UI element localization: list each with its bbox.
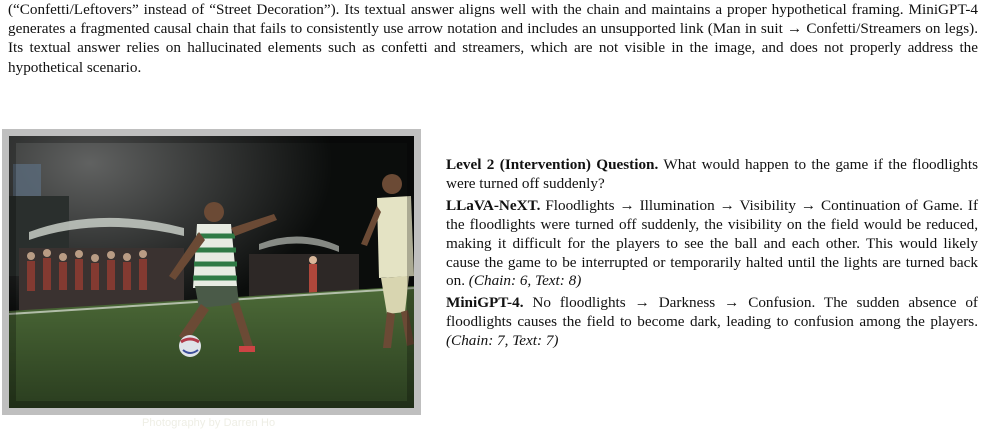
qa-column	[446, 156, 978, 354]
answer-text: No floodlights → Darkness → Confusion. The sudden absence of floodlights causes the field to become dark, leading to confusion among the players.	[446, 294, 978, 331]
photo-credit: Photography by Darren Ho	[142, 417, 276, 429]
answer-llava-next	[446, 197, 978, 292]
answer-minigpt-4	[446, 294, 978, 351]
question-label: Level 2 (Intervention) Question.	[446, 156, 659, 173]
question-paragraph	[446, 156, 978, 194]
answer-score: (Chain: 6, Text: 8)	[468, 272, 582, 290]
answer-score: (Chain: 7, Text: 7)	[446, 332, 559, 350]
soccer-photo	[9, 136, 414, 429]
answer-model-name: LLaVA-NeXT.	[446, 196, 541, 214]
answer-model-name: MiniGPT-4.	[446, 294, 524, 312]
soccer-scene-illustration	[9, 136, 414, 408]
question-text: What would happen to the game if the floodlights were turned off suddenly?	[446, 156, 978, 192]
answer-text: Floodlights → Illumination → Visibility → Continuation of Game. If the floodlights were turned off suddenly, the visibility on the field would be reduced, making it difficult for the players to see the ball and each other. This would likely cause the game to be interrupted or temporarily halted until the lights are turned back on.	[446, 196, 978, 290]
intro-paragraph: (“Confetti/Leftovers” instead of “Street Decoration”). Its textual answer aligns well with the chain and maintains a proper hypothetical framing. MiniGPT-4 generates a fragmented causal chain that fails to consistently use arrow notation and includes an unsupported link (Man in suit → Confetti/Streamers on legs). Its textual answer relies on hallucinated elements such as confetti and streamers, which are not visible in the image, and does not properly address the hypothetical scenario.	[8, 1, 978, 76]
